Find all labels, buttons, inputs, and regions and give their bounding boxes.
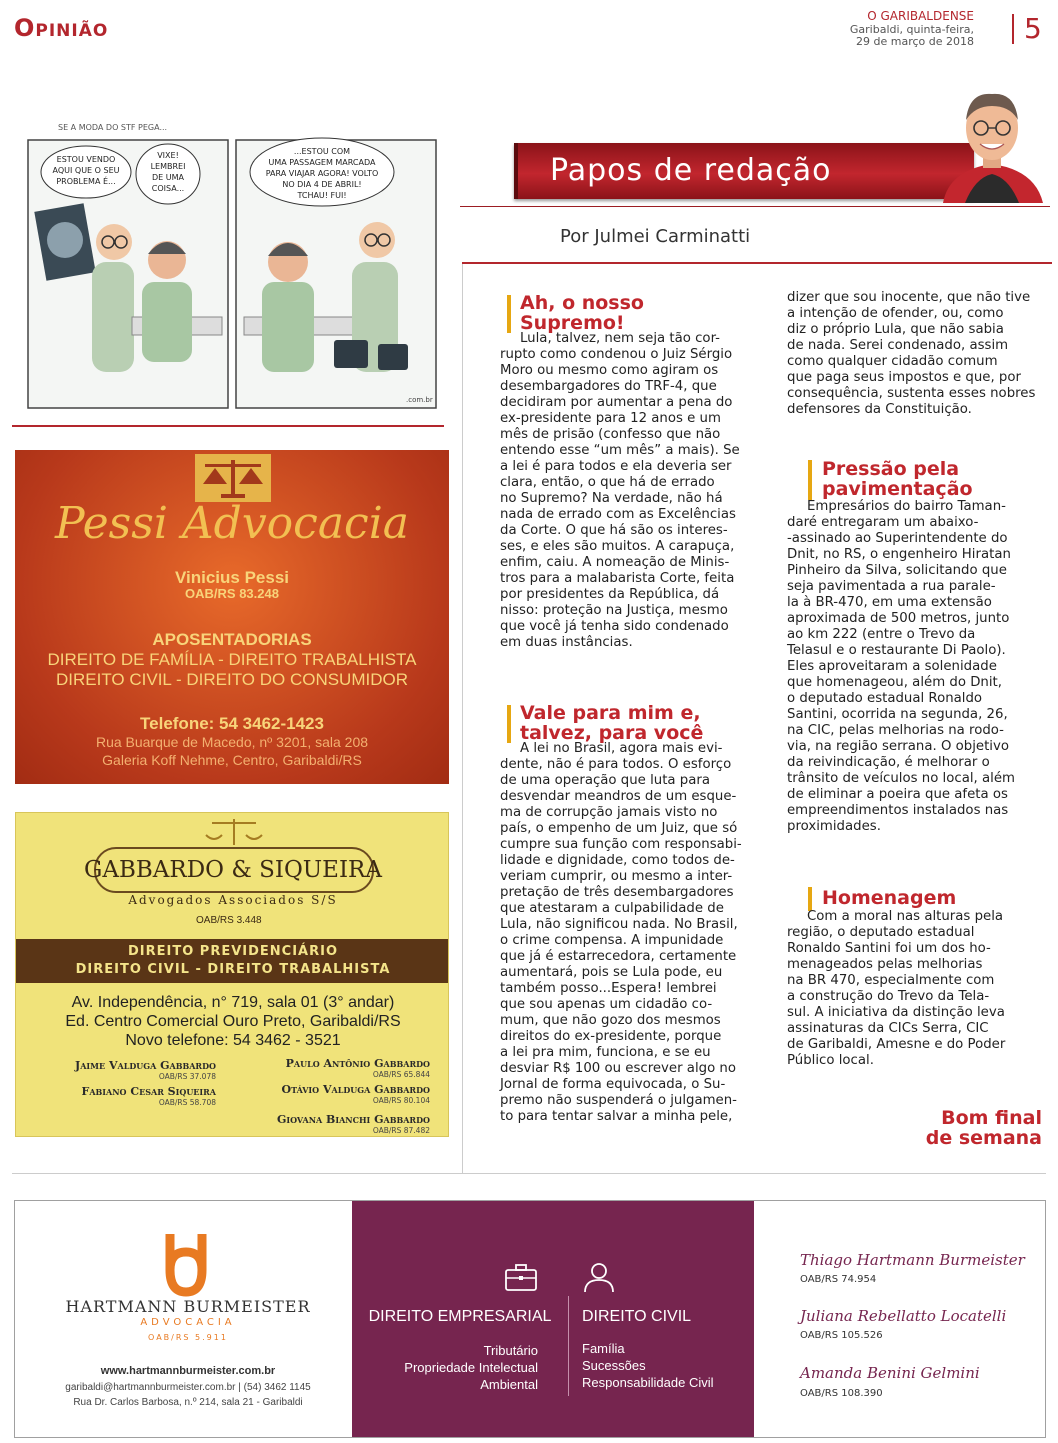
pessi-address-2: Galeria Koff Nehme, Centro, Garibaldi/RS [102,752,362,768]
text-line: nada de errado com as Excelências [500,507,736,522]
text-line: A lei no Brasil, agora mais evi- [520,741,723,756]
text-line: de Garibaldi, Amesne e do Poder [787,1037,1006,1052]
text-line: região, o deputado estadual [787,925,975,940]
hb-firm-name: HARTMANN BURMEISTER [65,1297,311,1316]
gs-lawyer-name: Otávio Valduga Gabbardo [281,1083,430,1096]
gs-lawyer-oab: OAB/RS 87.482 [372,1126,430,1135]
svg-text:UMA PASSAGEM MARCADA: UMA PASSAGEM MARCADA [268,158,376,167]
text-line: que sou apenas um cidadão co- [500,997,713,1012]
svg-text:COISA...: COISA... [151,184,185,193]
text-line: por presidentes da República, dá [500,587,720,602]
headline-accent-bar [808,460,812,500]
hb-website[interactable]: www.hartmannburmeister.com.br [100,1365,276,1377]
svg-text:PROBLEMA É...: PROBLEMA É... [56,177,116,186]
pessi-area-3: DIREITO CIVIL - DIREITO DO CONSUMIDOR [56,670,408,689]
text-line: mês de prisão (confesso que não [500,427,721,442]
text-line: clara, então, o que há de errado [500,475,715,490]
text-line: empreendimentos instalados nas [787,803,1009,818]
text-line: a lei é para todos e ela deveria ser [500,459,732,474]
scales-icon [195,454,271,502]
svg-text:ESTOU VENDO: ESTOU VENDO [56,155,116,164]
text-line: que paga seus impostos e que, por [787,370,1021,385]
cartoon-illustration [22,112,442,412]
gs-lawyer-oab: OAB/RS 65.844 [372,1070,430,1079]
gs-address-2: Ed. Centro Comercial Ouro Preto, Garibaldi/RS [65,1013,401,1030]
hb-civil-items: Família Sucessões Responsabilidade Civil [582,1341,714,1390]
hb-lawyer-name: Juliana Rebellatto Locatelli [800,1307,1007,1325]
cartoonist-sign: .com.br [406,396,433,404]
text-line: la à BR-470, em uma extensão [787,595,992,610]
gs-lawyer-name: Jaime Valduga Gabbardo [75,1059,216,1072]
text-line: seja pavimentada a rua parale- [787,579,996,594]
hb-lawyer-oab: OAB/RS 105.526 [800,1330,883,1341]
text-line: de uma operação que luta para [500,773,710,788]
person-icon [582,1260,616,1294]
text-line: Empresários do bairro Taman- [807,499,1006,514]
text-line: Telasul e o restaurante Di Paolo). [787,643,1006,658]
svg-text:LEMBREI: LEMBREI [150,162,186,171]
hb-column-divider [568,1296,569,1396]
edition-place: Garibaldi, quinta-feira, [849,23,974,36]
text-line: rupto como condenou o Juiz Sérgio [500,347,733,362]
text-line: a construção do Trevo da Tela- [787,989,990,1004]
text-line: Jornal de forma equivocada, o Su- [500,1077,726,1092]
hb-lawyer-name: Thiago Hartmann Burmeister [800,1251,1025,1269]
text-line: mum, que não gozo dos mesmos [500,1013,721,1028]
article-supremo-body [500,331,750,651]
text-line: lidade e dignidade, como todos de- [500,853,735,868]
text-line: cumpre sua função com responsabi- [500,837,742,852]
text-line: aumentará, pois se Lula pode, eu [500,965,723,980]
gs-lawyer-oab: OAB/RS 80.104 [372,1096,430,1105]
text-line: país, o empenho de um Juiz, que só [500,821,738,836]
gs-area-1: DIREITO PREVIDENCIÁRIO [127,944,338,959]
text-line: Ronaldo Santini foi um dos ho- [787,941,991,956]
text-line: trânsito de veículos no local, além [787,771,1015,786]
article-pavimentacao-body [787,499,1040,835]
text-line: decidiram por aumentar a pena do [500,395,733,410]
newspaper-name: O GARIBALDENSE [867,9,974,23]
pessi-address-1: Rua Buarque de Macedo, nº 3201, sala 208 [95,734,369,750]
text-line: o crime compensa. A impunidade [500,933,724,948]
headline-pavimentacao: Pressão pela pavimentação [822,458,973,500]
text-line: to para tentar salvar a minha pele, [500,1109,733,1124]
headline-supremo: Ah, o nosso Supremo! [520,292,644,334]
text-line: ao km 222 (entre o Trevo da [787,627,976,642]
editorial-cartoon [22,112,442,412]
text-line: Moro ou mesmo como agiram os [500,363,719,378]
text-line: Público local. [787,1053,874,1068]
text-line: como qualquer cidadão comum [787,354,998,369]
text-line: ex-presidente para 12 anos e um [500,411,721,426]
text-line: que já é estarrecedora, certamente [500,949,737,964]
hb-civil-title: DIREITO CIVIL [582,1308,692,1325]
text-line: diz o próprio Lula, que não sabia [787,322,1004,337]
gs-lawyer-name: Paulo Antônio Gabbardo [285,1057,430,1070]
svg-text:VIXE!: VIXE! [157,151,179,160]
text-line: na BR 470, especialmente com [787,973,995,988]
gs-oab: OAB/RS 3.448 [196,915,262,926]
text-line: Eles aproveitaram a solenidade [787,659,997,674]
text-line: ma de corrupção jamais visto no [500,805,718,820]
article-divider [462,264,463,1174]
text-line: Com a moral nas alturas pela [807,909,1004,924]
section-title: Opinião [14,14,109,42]
pessi-area-1: APOSENTADORIAS [152,630,312,649]
pessi-phone: Telefone: 54 3462-1423 [140,714,324,733]
text-line: assinaturas da CICs Serra, CIC [787,1021,989,1036]
text-line: premo não suspenderá o julgamen- [500,1093,737,1108]
edition-date: 29 de março de 2018 [856,35,974,48]
headline-vale-para-mim: Vale para mim e, talvez, para você [520,702,704,744]
cartoon-divider [12,425,444,427]
text-line: ses, e eles são muitos. A carapuça, [500,539,735,554]
svg-text:...ESTOU COM: ...ESTOU COM [293,147,351,156]
text-line: Dnit, no RS, o engenheiro Hiratan [787,547,1011,562]
gs-address-1: Av. Independência, n° 719, sala 01 (3° andar) [71,994,395,1011]
gabbardo-siqueira-ad [15,812,449,1137]
hb-address: Rua Dr. Carlos Barbosa, n.º 214, sala 21 - Garibaldi [73,1397,303,1408]
text-line: desviar R$ 100 ou escrever algo no [500,1061,737,1076]
scales-icon [204,817,264,847]
gs-phone: Novo telefone: 54 3462 - 3521 [125,1032,341,1049]
pessi-firm-name: Pessi Advocacia [55,498,409,549]
headline-accent-bar [507,295,511,333]
text-line: Lula, não significou nada. No Brasil, [500,917,738,932]
text-line: -assinado ao Superintendente do [787,531,1008,546]
hb-lawyer-oab: OAB/RS 74.954 [800,1274,877,1285]
author-photo [935,78,1050,203]
text-line: de eliminar a poeira que afeta os [787,787,1008,802]
hb-oab: OAB/RS 5.911 [148,1333,228,1342]
hb-contact: garibaldi@hartmannburmeister.com.br | (54) 3462 1145 [65,1382,311,1393]
hb-lawyer-oab: OAB/RS 108.390 [800,1388,883,1399]
text-line: daré entregaram um abaixo- [787,515,979,530]
text-line: entendo esse “um mês” a mais). Se [500,443,740,458]
text-line: Lula, talvez, nem seja tão cor- [520,331,720,346]
gs-lawyer-name: Fabiano Cesar Siqueira [81,1085,216,1098]
text-line: o deputado estadual Ronaldo [787,691,983,706]
svg-text:AQUI QUE O SEU: AQUI QUE O SEU [52,166,120,175]
text-line: da Corte. O que há são os interes- [500,523,728,538]
text-line: nisso: proteção na Justiça, mesmo [500,603,728,618]
text-line: direitos do ex-presidente, porque [500,1029,722,1044]
text-line: menageados pelas melhorias [787,957,983,972]
text-line: Santini, ocorrida na segunda, 26, [787,707,1008,722]
svg-text:PARA VIAJAR AGORA! VOLTO: PARA VIAJAR AGORA! VOLTO [265,169,379,178]
text-line: dizer que sou inocente, que não tive [787,290,1031,305]
headline-homenagem: Homenagem [822,887,957,909]
text-line: que atestaram a culpabilidade de [500,901,724,916]
text-line: consequência, sustenta esses nobres [787,386,1036,401]
pessi-lawyer: Vinicius Pessi [174,568,290,587]
text-line: via, na região serrana. O objetivo [787,739,1010,754]
text-line: sul. A iniciativa da distinção leva [787,1005,1005,1020]
cartoon-caption: SE A MODA DO STF PEGA... [58,123,168,132]
closing-signoff: Bom final de semana [925,1107,1042,1149]
text-line: a lei pra mim, funciona, e se eu [500,1045,711,1060]
pessi-advocacia-ad [15,450,449,784]
text-line: também posso...Espera! lembrei [500,981,717,996]
column-byline: Por Julmei Carminatti [560,226,751,247]
svg-text:TCHAU! FUI!: TCHAU! FUI! [297,191,347,200]
text-line: pretação de três desembargadores [500,885,734,900]
text-line: desembargadores do TRF-4, que [500,379,717,394]
pessi-area-2: DIREITO DE FAMÍLIA - DIREITO TRABALHISTA [47,650,417,669]
header-divider [1012,14,1014,44]
hb-sub: ADVOCACIA [140,1317,236,1328]
briefcase-icon [504,1262,538,1292]
footer-rule [12,1173,1046,1174]
hb-empresarial-items: Tributário Propriedade Intelectual Ambiental [404,1343,538,1392]
page-number: 5 [1024,12,1042,45]
byline-rule [462,262,1052,264]
text-line: aproximada de 500 metros, junto [787,611,1010,626]
gs-firm-name: GABBARDO & SIQUEIRA [84,857,382,883]
gs-subtitle: Advogados Associados S/S [128,893,338,907]
text-line: tros para a malabarista Corte, feita [500,571,735,586]
text-line: veriam cumprir, ou mesmo a inter- [500,869,733,884]
text-line: defensores da Constituição. [787,402,972,417]
text-line: na CIC, pelas melhorias na rodo- [787,723,1004,738]
text-line: Pinheiro da Silva, solicitando que [787,563,1007,578]
text-line: em duas instâncias. [500,635,633,650]
gs-lawyer-oab: OAB/RS 37.078 [158,1072,216,1081]
banner-rule [460,206,1050,207]
svg-text:NO DIA 4 DE ABRIL!: NO DIA 4 DE ABRIL! [282,180,362,189]
gs-lawyer-oab: OAB/RS 58.708 [158,1098,216,1107]
gs-lawyer-name: Giovana Bianchi Gabbardo [276,1113,430,1126]
headline-accent-bar [507,705,511,743]
article-homenagem-body [787,909,1040,1069]
hb-logo-icon [150,1230,222,1298]
hb-lawyer-name: Amanda Benini Gelmini [800,1364,980,1382]
text-line: da reivindicação, é melhorar o [787,755,990,770]
column-title: Papos de redação [550,153,832,188]
text-line: enfim, caiu. A nomeação de Minis- [500,555,730,570]
gs-area-2: DIREITO CIVIL - DIREITO TRABALHISTA [75,962,391,977]
pessi-oab: OAB/RS 83.248 [185,586,279,601]
text-line: dente, não é para todos. O esforço [500,757,732,772]
article-vale-body [500,741,750,1125]
svg-text:DE UMA: DE UMA [152,173,184,182]
hb-empresarial-title: DIREITO EMPRESARIAL [368,1308,552,1325]
text-line: que você já tenha sido condenado [500,619,729,634]
text-line: desvendar meandros de um esque- [500,789,737,804]
text-line: no Supremo? Na verdade, não há [500,491,723,506]
headline-accent-bar [808,887,812,911]
text-line: proximidades. [787,819,881,834]
article-vale-continuation [787,290,1040,418]
text-line: de nada. Serei condenado, assim [787,338,1009,353]
text-line: que homenageou, além do Dnit, [787,675,1002,690]
text-line: a intenção de ofender, ou, como [787,306,1004,321]
